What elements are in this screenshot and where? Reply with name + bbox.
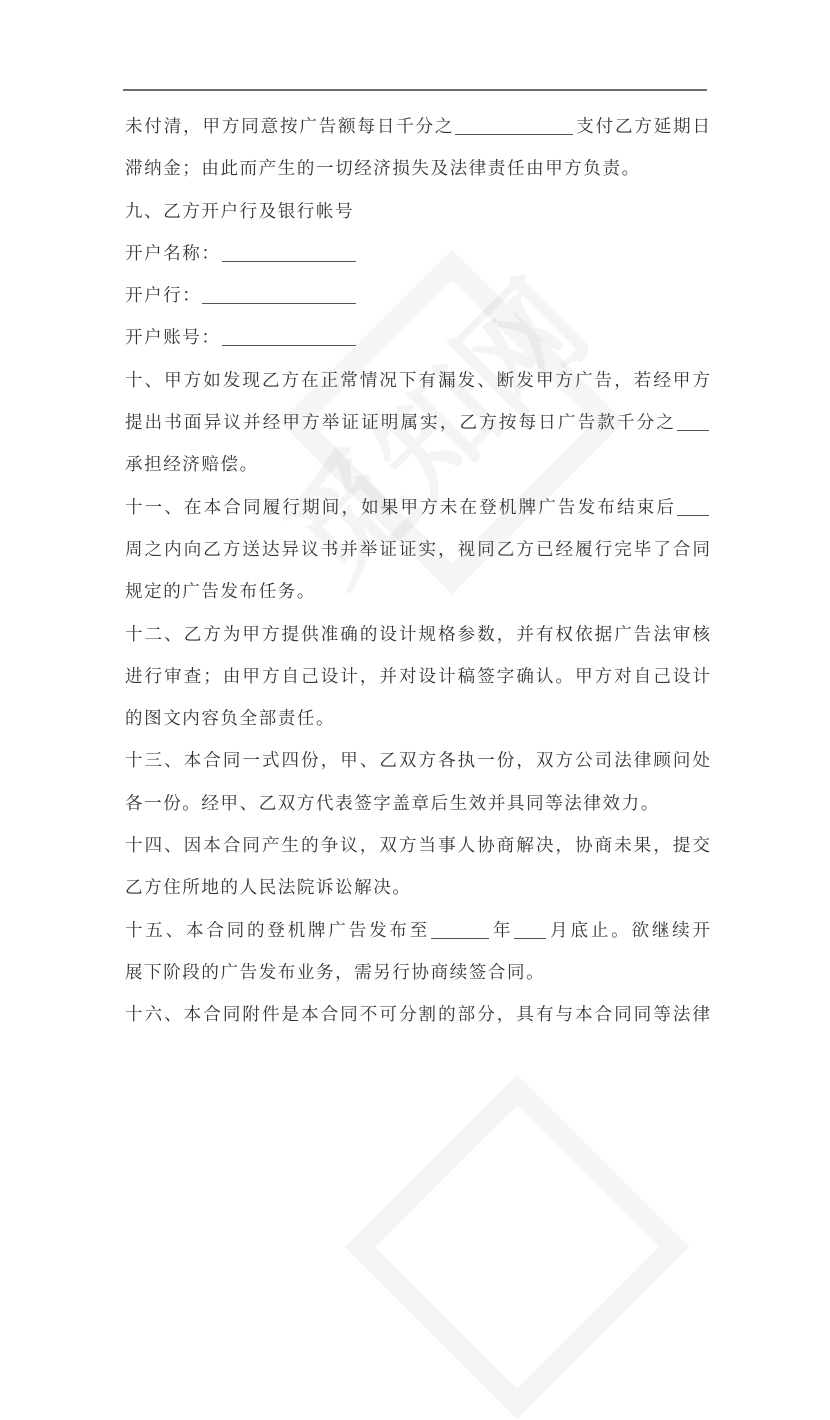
text-segment: 十三、本合同一式四份，甲、乙双方各执一份，双方公司法律顾问处: [125, 751, 710, 772]
text-segment: 十二、乙方为甲方提供准确的设计规格参数，并有权依据广告法审核: [125, 624, 710, 645]
paragraph-line: [125, 148, 710, 190]
paragraph-line: [125, 360, 710, 402]
text-segment: 各一份。经甲、乙双方代表签字盖章后生效并具同等法律效力。: [125, 793, 660, 814]
paragraph-line: [125, 402, 710, 444]
header-rule: [123, 89, 707, 91]
text-segment: 规定的广告发布任务。: [125, 582, 316, 603]
paragraph-line: [125, 994, 710, 1036]
text-segment: 支付乙方延期日: [574, 117, 710, 137]
text-segment: 的图文内容负全部责任。: [125, 709, 336, 730]
bank-row: [125, 275, 710, 317]
bank-blank[interactable]: [202, 285, 356, 304]
text-segment: 展下阶段的广告发布业务，需另行协商续签合同。: [125, 962, 546, 983]
section-heading-9: [125, 191, 710, 233]
paragraph-line: [125, 487, 710, 529]
watermark-frame-bottom: [344, 1074, 689, 1419]
paragraph-line: [125, 910, 710, 952]
fill-blank[interactable]: [677, 412, 709, 431]
paragraph-line: [125, 656, 710, 698]
text-segment: 十一、在本合同履行期间，如果甲方未在登机牌广告发布结束后: [125, 497, 676, 518]
text-segment: 乙方住所地的人民法院诉讼解决。: [125, 878, 412, 899]
paragraph-line: [125, 952, 710, 994]
text-segment: 进行审查；由甲方自己设计，并对设计稿签字确认。甲方对自己设计: [125, 666, 710, 687]
account-number-row: [125, 317, 710, 359]
bank-label: 开户行：: [125, 286, 202, 307]
text-segment: 周之内向乙方送达异议书并举证证实，视同乙方已经履行完毕了合同: [125, 539, 710, 560]
paragraph-line: [125, 867, 710, 909]
paragraph-line: [125, 825, 710, 867]
account-number-label: 开户账号：: [125, 328, 221, 349]
paragraph-line: [125, 529, 710, 571]
text-segment: 十、甲方如发现乙方在正常情况下有漏发、断发甲方广告，若经甲方: [125, 370, 710, 391]
fill-blank[interactable]: [677, 497, 709, 516]
text-segment: 月底止。欲继续开: [547, 920, 711, 941]
text-segment: 承担经济赔偿。: [125, 455, 259, 476]
text-segment: 未付清，甲方同意按广告额每日千分之: [125, 117, 455, 137]
paragraph-line: [125, 614, 710, 656]
account-name-blank[interactable]: [222, 243, 356, 262]
text-segment: 年: [490, 920, 514, 941]
section-heading-text: 九、乙方开户行及银行帐号: [125, 201, 355, 222]
paragraph-line: [125, 444, 710, 486]
paragraph-line: [125, 106, 710, 148]
year-blank[interactable]: [431, 920, 489, 939]
account-name-row: [125, 233, 710, 275]
month-blank[interactable]: [514, 920, 546, 939]
account-number-blank[interactable]: [222, 327, 356, 346]
text-segment: 十四、因本合同产生的争议，双方当事人协商解决，协商未果，提交: [125, 836, 710, 857]
paragraph-line: [125, 783, 710, 825]
paragraph-line: [125, 571, 710, 613]
text-segment: 滞纳金；由此而产生的一切经济损失及法律责任由甲方负责。: [125, 159, 641, 180]
paragraph-line: [125, 698, 710, 740]
document-body: [125, 106, 710, 1037]
paragraph-line: [125, 740, 710, 782]
fill-blank[interactable]: [455, 116, 573, 135]
text-segment: 十五、本合同的登机牌广告发布至: [125, 920, 431, 941]
text-segment: 十六、本合同附件是本合同不可分割的部分，具有与本合同同等法律: [125, 1005, 710, 1026]
text-segment: 提出书面异议并经甲方举证证明属实，乙方按每日广告款千分之: [125, 413, 676, 434]
account-name-label: 开户名称：: [125, 243, 221, 264]
